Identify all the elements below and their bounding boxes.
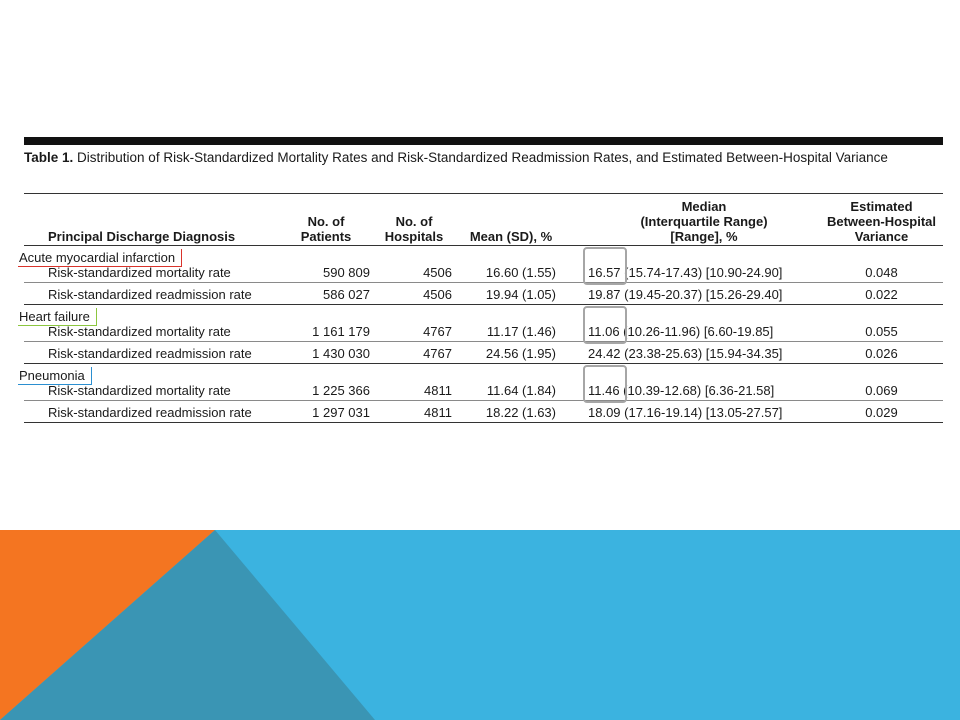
cell-patients: 1 225 366 (312, 383, 370, 398)
row-label: Risk-standardized mortality rate (48, 383, 231, 398)
cell-variance: 0.069 (865, 383, 898, 398)
header-patients-1: No. of (307, 214, 345, 229)
group-rule (24, 304, 943, 305)
cell-patients: 1 430 030 (312, 346, 370, 361)
table-bottom-rule (24, 422, 943, 423)
cell-hospitals: 4767 (423, 324, 452, 339)
cell-median: 16.57 (15.74-17.43) [10.90-24.90] (588, 265, 783, 280)
cell-hospitals: 4506 (423, 265, 452, 280)
category-label: Acute myocardial infarction (18, 249, 182, 267)
cell-mean: 16.60 (1.55) (485, 265, 556, 280)
row-label: Risk-standardized readmission rate (48, 287, 252, 302)
decorative-band (0, 530, 960, 720)
cell-mean: 19.94 (1.05) (485, 287, 556, 302)
cell-mean: 24.56 (1.95) (485, 346, 556, 361)
cell-hospitals: 4811 (424, 405, 452, 420)
cell-patients: 1 297 031 (312, 405, 370, 420)
header-variance-1: Estimated (850, 199, 913, 214)
band-graphic (0, 530, 960, 720)
category-label: Pneumonia (18, 367, 92, 385)
cell-patients: 586 027 (323, 287, 370, 302)
row-label: Risk-standardized mortality rate (48, 265, 231, 280)
cell-median: 19.87 (19.45-20.37) [15.26-29.40] (588, 287, 783, 302)
table-top-bar (24, 137, 943, 145)
header-hospitals-1: No. of (395, 214, 433, 229)
row-rule (24, 341, 943, 342)
row-label: Risk-standardized readmission rate (48, 405, 252, 420)
caption-label: Table 1. (24, 150, 74, 165)
cell-mean: 18.22 (1.63) (485, 405, 556, 420)
group-rule (24, 363, 943, 364)
median-highlight-bracket (583, 365, 627, 403)
header-median-1: Median (681, 199, 727, 214)
cell-median: 18.09 (17.16-19.14) [13.05-27.57] (588, 405, 783, 420)
median-highlight-bracket (583, 306, 627, 344)
data-table (19, 137, 943, 420)
cell-median: 11.06 (10.26-11.96) [6.60-19.85] (588, 324, 774, 339)
header-bottom-rule (24, 245, 943, 246)
header-diagnosis: Principal Discharge Diagnosis (48, 229, 236, 244)
header-variance-2: Between-Hospital (826, 214, 937, 229)
row-rule (24, 400, 943, 401)
category-label: Heart failure (18, 308, 97, 326)
cell-patients: 1 161 179 (312, 324, 370, 339)
cell-hospitals: 4506 (423, 287, 452, 302)
row-rule (24, 282, 943, 283)
cell-variance: 0.026 (865, 346, 898, 361)
header-median-2: (Interquartile Range) (640, 214, 768, 229)
cell-hospitals: 4767 (423, 346, 452, 361)
header-mean: Mean (SD), % (469, 229, 553, 244)
cell-variance: 0.055 (865, 324, 898, 339)
header-median-3: [Range], % (670, 229, 738, 244)
row-label: Risk-standardized mortality rate (48, 324, 231, 339)
caption-text: Distribution of Risk-Standardized Mortality Rates and Risk-Standardized Readmission Rates, and Estimated Between-Hospital Variance (73, 150, 888, 165)
cell-patients: 590 809 (323, 265, 370, 280)
cell-variance: 0.048 (865, 265, 898, 280)
cell-mean: 11.64 (1.84) (486, 383, 556, 398)
table-caption (24, 150, 943, 166)
cell-hospitals: 4811 (424, 383, 452, 398)
header-hospitals-2: Hospitals (384, 229, 444, 244)
cell-mean: 11.17 (1.46) (486, 324, 556, 339)
header-patients-2: Patients (300, 229, 352, 244)
row-label: Risk-standardized readmission rate (48, 346, 252, 361)
cell-variance: 0.022 (865, 287, 898, 302)
median-highlight-bracket (583, 247, 627, 285)
cell-median: 24.42 (23.38-25.63) [15.94-34.35] (588, 346, 783, 361)
cell-variance: 0.029 (865, 405, 898, 420)
header-variance-3: Variance (854, 229, 909, 244)
cell-median: 11.46 (10.39-12.68) [6.36-21.58] (588, 383, 775, 398)
header-top-rule (24, 193, 943, 194)
